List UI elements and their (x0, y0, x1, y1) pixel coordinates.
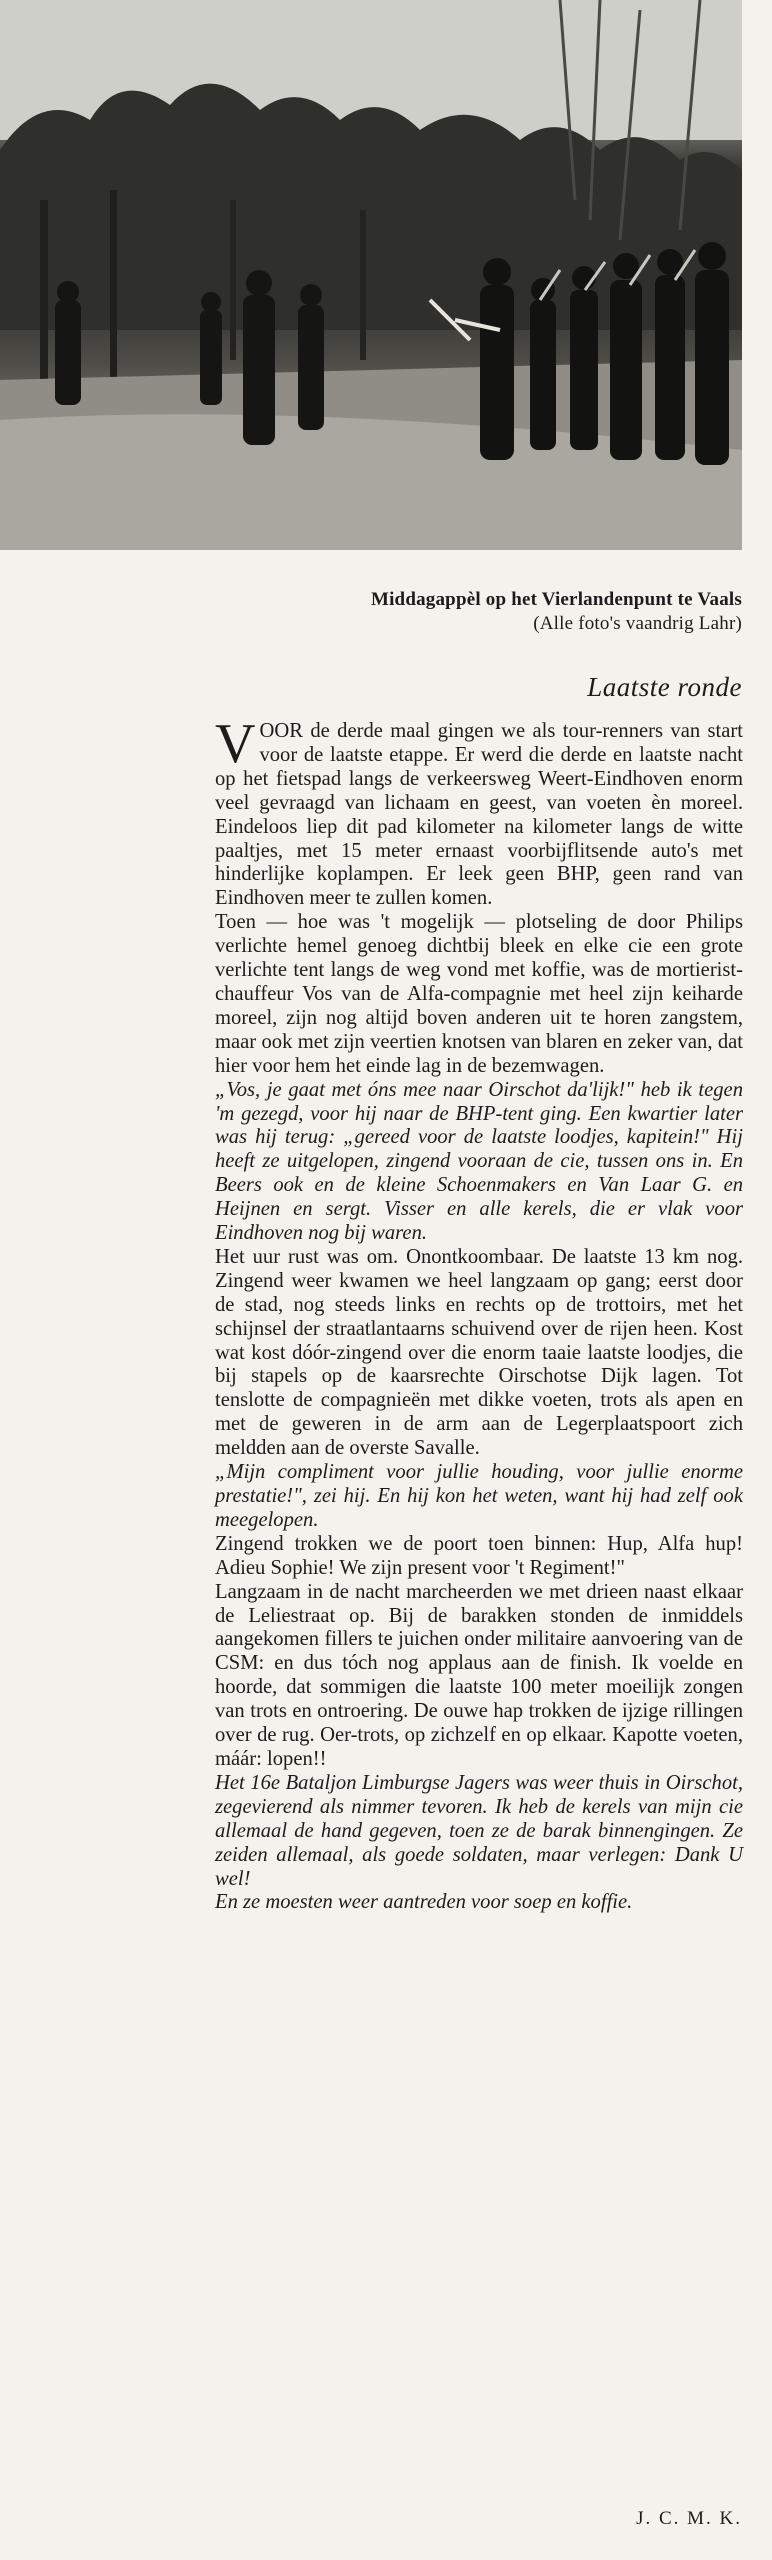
drop-cap: V (215, 713, 256, 775)
caption-title: Middagappèl op het Vierlandenpunt te Vaals (370, 589, 742, 610)
soldiers-on-road-photo (0, 0, 742, 550)
paragraph-4: Het uur rust was om. Onontkoombaar. De laatste 13 km nog. Zingend weer kwamen we heel langzaam op gang; eerst door de stad, nog steeds links en rechts op de trottoirs, met het schijnsel der straatlantaarns schuivend over de rijen heen. Kost wat kost dóór-zingend over die enorm taaie laatste loodjes, die bij stapels op de kaarsrechte Oirschotse Dijk lagen. Tot tenslotte de compagnieën met dikke voeten, trots als apen en met de geweren in de arm aan de Legerplaatspoort zich meldden aan de overste Savalle. (215, 1245, 743, 1460)
paragraph-3: „Vos, je gaat met óns mee naar Oirschot da'lijk!" heb ik tegen 'm gezegd, voor hij naar de BHP-tent ging. Een kwartier later was hij terug: „gereed voor de laatste loodjes, kapitein!" Hij heeft ze uitgelopen, zingend vooraan de cie, tussen ons in. En Beers ook en de kleine Schoenmakers en Van Laar G. en Heijnen en sergt. Visser en alle kerels, die er vlak voor Eindhoven nog bij waren. (215, 1078, 743, 1245)
paragraph-9: En ze moesten weer aantreden voor soep en koffie. (215, 1891, 633, 1914)
author-signature: J. C. M. K. (636, 2508, 742, 2529)
photo-illustration (0, 0, 742, 550)
paragraph-7: Langzaam in de nacht marcheerden we met drieen naast elkaar de Leliestraat op. Bij de barakken stonden de inmiddels aangekomen fillers te juichen onder militaire aanvoering van de CSM: en dus tóch nog applaus aan de finish. Ik voelde en hoorde, dat sommigen die laatste 100 meter moeilijk zongen van trots en ontroering. De ouwe hap trokken de ijzige rillingen over de rug. Oer-trots, op zichzelf en op elkaar. Kapotte voeten, máár: lopen!! (215, 1580, 743, 1770)
caption-credit: (Alle foto's vaandrig Lahr) (533, 613, 742, 634)
paragraph-6: Zingend trokken we de poort toen binnen: Hup, Alfa hup! Adieu Sophie! We zijn present voor 't Regiment!" (215, 1532, 743, 1579)
paragraph-5: „Mijn compliment voor jullie houding, voor jullie enorme prestatie!", zei hij. En hij kon het weten, want hij had zelf ook meegelopen. (215, 1461, 743, 1531)
paragraph-2: Toen — hoe was 't mogelijk — plotseling de door Philips verlichte hemel genoeg dichtbij bleek en elke cie een grote verlichte tent langs de weg vond met koffie, was de mortierist-chauffeur Vos van de Alfa-compagnie met heel zijn keiharde moreel, zijn nog altijd boven anderen uit te horen zangstem, maar ook met zijn veertien knotsen van blaren en zeker van, dat hier voor hem het einde lag in de bezemwagen. (215, 911, 743, 1077)
photo-caption (371, 588, 742, 636)
article-heading: Laatste ronde (587, 672, 742, 702)
paragraph-8: Het 16e Bataljon Limburgse Jagers was weer thuis in Oirschot, zegevierend als nimmer tevoren. Ik heb de kerels van mijn cie allemaal de hand gegeven, toen ze de barak binnengingen. Ze zeiden allemaal, als goede soldaten, maar verlegen: Dank U wel! (215, 1771, 743, 1890)
article-body (215, 713, 743, 1915)
paragraph-1: VOOR de derde maal gingen we als tour-renners van start voor de laatste etappe. Er werd die derde en laatste nacht op het fietspad langs de verkeersweg Weert-Eindhoven enorm veel gevraagd van lichaam en geest, van voeten èn moreel. Eindeloos liep dit pad kilometer na kilometer langs de witte paaltjes, met 15 meter ernaast voorbijflitsende auto's met hinderlijke koplampen. Er leek geen BHP, geen rand van Eindhoven meer te zullen komen. (215, 713, 743, 910)
